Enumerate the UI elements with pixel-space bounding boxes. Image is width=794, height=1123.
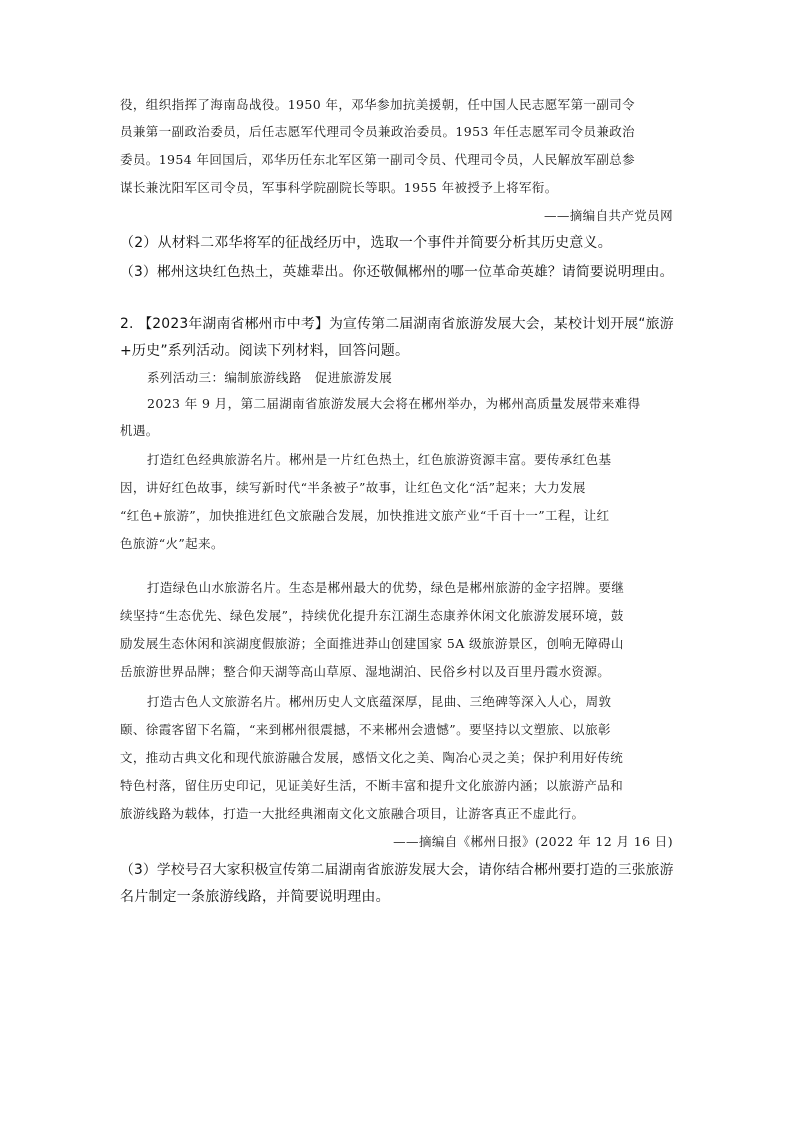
paragraph-line: 2023 年 9 月，第二届湖南省旅游发展大会将在郴州举办，为郴州高质量发展带来难得	[147, 396, 641, 411]
paragraph-line: 旅游线路为载体，打造一大批经典湘南文化文旅融合项目，让游客真正不虚此行。	[120, 806, 585, 821]
paragraph-line: 续坚持“生态优先、绿色发展”，持续优化提升东江湖生态康养休闲文化旅游发展环境，鼓	[120, 608, 624, 623]
paragraph-line: 打造红色经典旅游名片。郴州是一片红色热土，红色旅游资源丰富。要传承红色基	[147, 452, 612, 467]
question2-intro: 2. 【2023年湖南省郴州市中考】为宣传第二届湖南省旅游发展大会，某校计划开展“旅游	[120, 316, 674, 332]
material-text-line: 谋长兼沈阳军区司令员，军事科学院副院长等职。1955 年被授予上将军衔。	[120, 180, 558, 195]
question2-intro-cont: +历史”系列活动。阅读下列材料，回答问题。	[120, 343, 410, 359]
material-text-line: 员兼第一副政治委员，后任志愿军代理司令员兼政治委员。1953 年任志愿军司令员兼政治	[120, 124, 636, 139]
material-text-line: 役，组织指挥了海南岛战役。1950 年，邓华参加抗美援朝，任中国人民志愿军第一副司令	[120, 97, 636, 112]
paragraph-line: 特色村落，留住历史印记，见证美好生活，不断丰富和提升文化旅游内涵；以旅游产品和	[120, 778, 624, 793]
material-source: ——摘编自共产党员网	[543, 208, 673, 223]
question-2-text: （2）从材料二邓华将军的征战经历中，选取一个事件并简要分析其历史意义。	[120, 235, 612, 251]
question2-3-text: （3）学校号召大家积极宣传第二届湖南省旅游发展大会，请你结合郴州要打造的三张旅游	[120, 862, 674, 878]
paragraph-line: 励发展生态休闲和滨湖度假旅游；全面推进莽山创建国家 5A 级旅游景区，创响无障碍山	[120, 636, 624, 651]
paragraph-line: 颐、徐霞客留下名篇，“来到郴州很震撼，不来郴州会遗憾”。要坚持以文塑旅、以旅彰	[120, 722, 611, 737]
activity-title: 系列活动三：编制旅游线路 促进旅游发展	[147, 370, 393, 385]
material-source: ——摘编自《郴州日报》(2022 年 12 月 16 日)	[393, 834, 673, 849]
paragraph-line: 打造绿色山水旅游名片。生态是郴州最大的优势，绿色是郴州旅游的金字招牌。要继	[147, 580, 625, 595]
paragraph-line: “红色+旅游”，加快推进红色文旅融合发展，加快推进文旅产业“千百十一”工程，让红	[120, 508, 610, 523]
paragraph-line: 色旅游“火”起来。	[120, 536, 224, 551]
paragraph-line: 打造古色人文旅游名片。郴州历史人文底蕴深厚，昆曲、三绝碑等深入人心，周敦	[147, 694, 612, 709]
question-3-text: （3）郴州这块红色热土，英雄辈出。你还敬佩郴州的哪一位革命英雄？请简要说明理由。	[120, 264, 674, 280]
question2-3-text-cont: 名片制定一条旅游线路，并简要说明理由。	[120, 889, 390, 905]
paragraph-line: 机遇。	[120, 423, 159, 438]
paragraph-line: 因，讲好红色故事，续写新时代“半条被子”故事，让红色文化“活”起来；大力发展	[120, 480, 586, 495]
material-text-line: 委员。1954 年回国后，邓华历任东北军区第一副司令员、代理司令员，人民解放军副总参	[120, 152, 636, 167]
paragraph-line: 岳旅游世界品牌；整合仰天湖等高山草原、湿地湖泊、民俗乡村以及百里丹霞水资源。	[120, 664, 611, 679]
paragraph-line: 文，推动古典文化和现代旅游融合发展，感悟文化之美、陶冶心灵之美；保护利用好传统	[120, 750, 624, 765]
